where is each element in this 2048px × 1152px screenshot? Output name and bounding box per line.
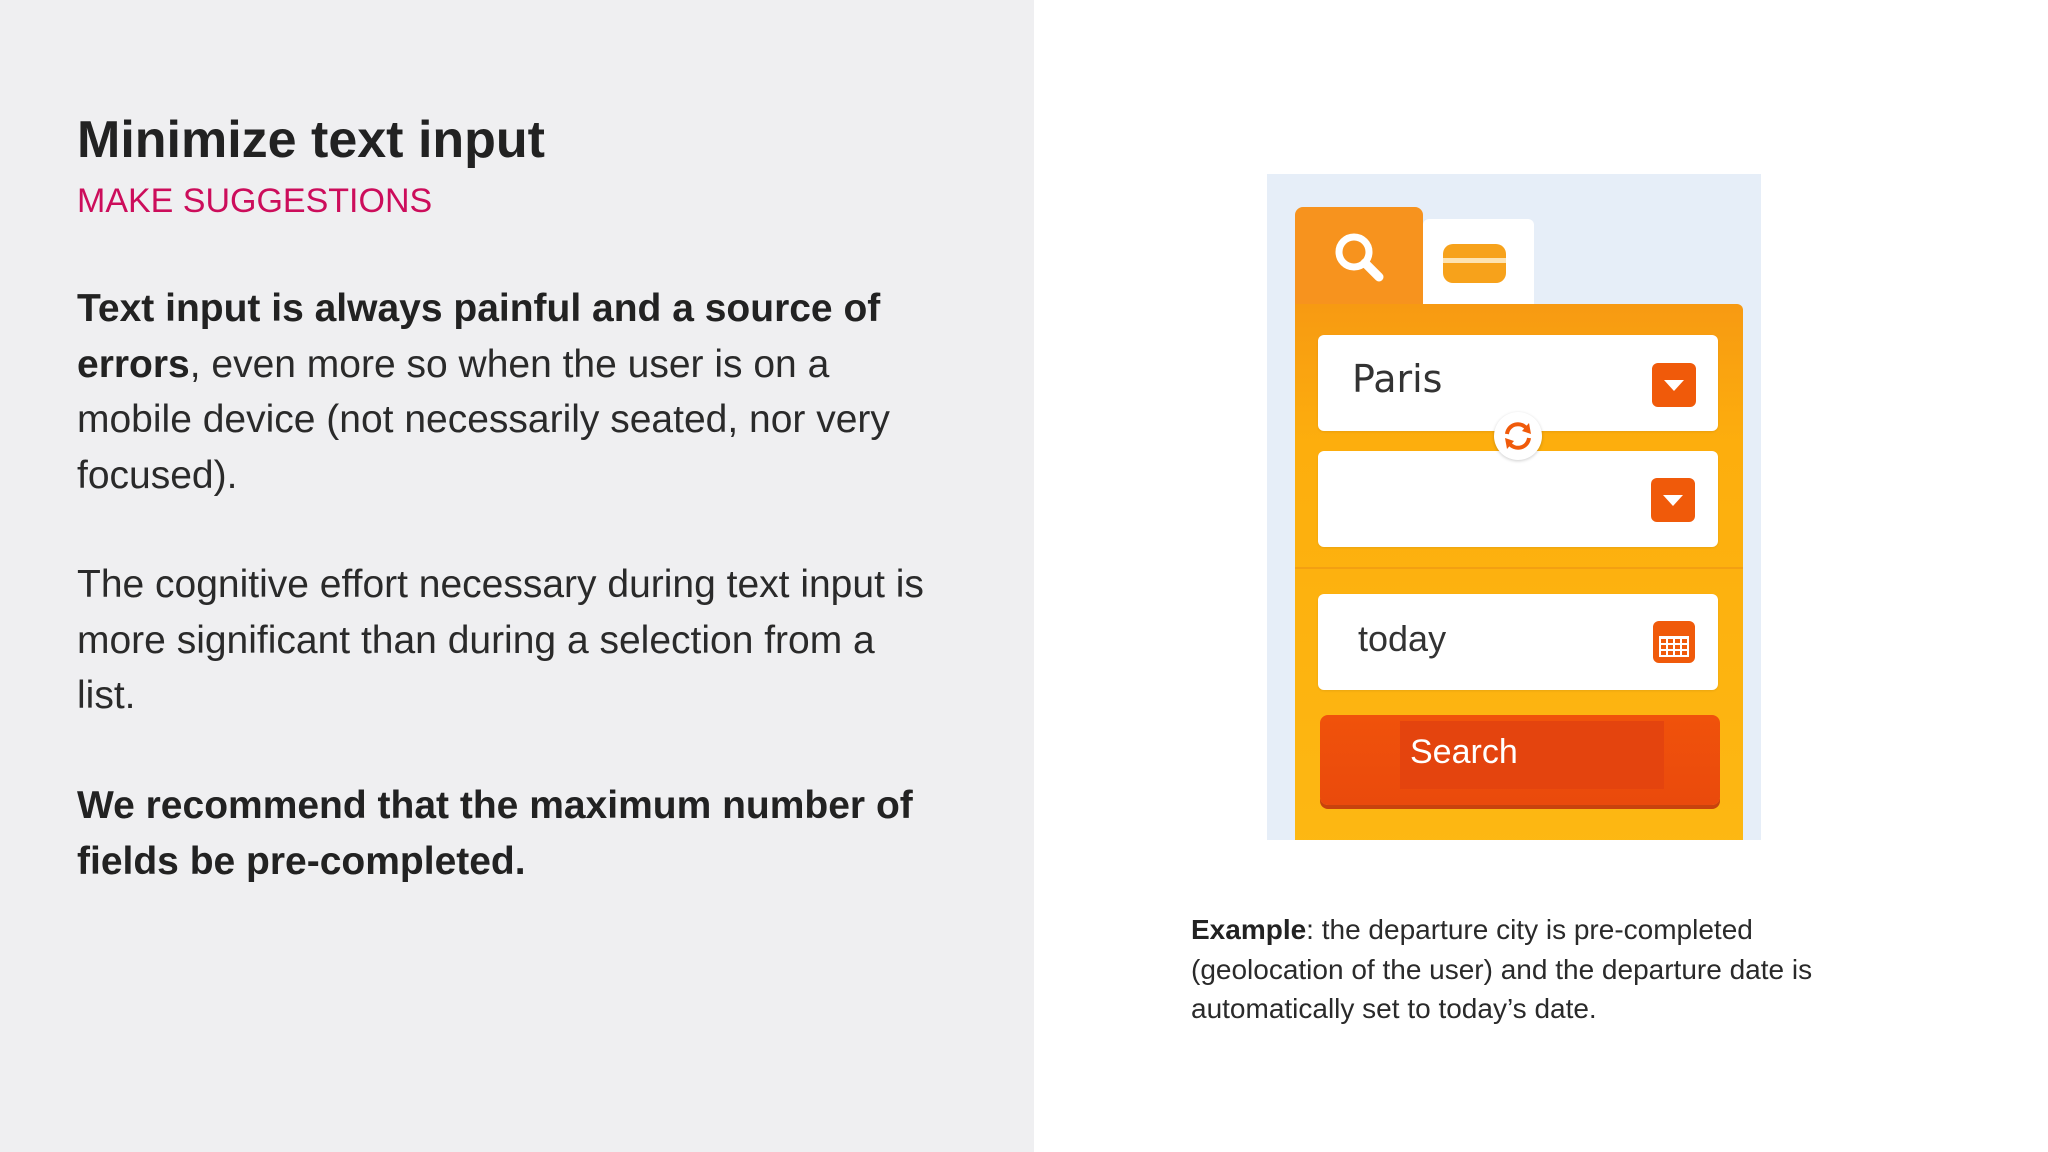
swap-icon bbox=[1494, 412, 1542, 460]
swap-cities-button[interactable] bbox=[1494, 412, 1542, 460]
credit-card-icon bbox=[1423, 219, 1534, 317]
slide-subtitle: MAKE SUGGESTIONS bbox=[77, 182, 433, 220]
slide-title: Minimize text input bbox=[77, 111, 545, 169]
paragraph-bold-lead: Text input is always painful and a source of errors bbox=[77, 287, 881, 386]
date-field[interactable] bbox=[1318, 594, 1718, 690]
form-divider bbox=[1295, 567, 1743, 569]
example-caption bbox=[1191, 910, 1891, 1029]
tab-search[interactable] bbox=[1295, 207, 1423, 317]
date-value: today bbox=[1358, 618, 1447, 659]
calendar-icon[interactable] bbox=[1652, 620, 1696, 664]
tab-card[interactable] bbox=[1423, 219, 1534, 317]
paragraph-rest: , even more so when the user is on a mobile device (not necessarily seated, nor very focused). bbox=[77, 342, 890, 497]
paragraph-recommendation: We recommend that the maximum number of fields be pre-completed. bbox=[77, 784, 913, 883]
departure-value: Paris bbox=[1352, 357, 1443, 401]
paragraph-text-input-pain bbox=[77, 281, 937, 503]
departure-dropdown-button[interactable] bbox=[1652, 363, 1696, 407]
search-icon bbox=[1295, 207, 1423, 317]
search-button-label: Search bbox=[1410, 733, 1518, 771]
caption-label: Example bbox=[1191, 914, 1307, 945]
caption-text: : the departure city is pre-completed (geolocation of the user) and the departure date is automatically set to today’s date. bbox=[1191, 914, 1813, 1024]
arrival-field[interactable] bbox=[1318, 451, 1718, 547]
form-body bbox=[1295, 304, 1743, 840]
search-form-mockup bbox=[1267, 174, 1761, 840]
paragraph-cognitive-effort: The cognitive effort necessary during text input is more significant than during a selection from a list. bbox=[77, 563, 924, 717]
search-button[interactable] bbox=[1320, 715, 1720, 805]
arrival-dropdown-button[interactable] bbox=[1651, 478, 1695, 522]
